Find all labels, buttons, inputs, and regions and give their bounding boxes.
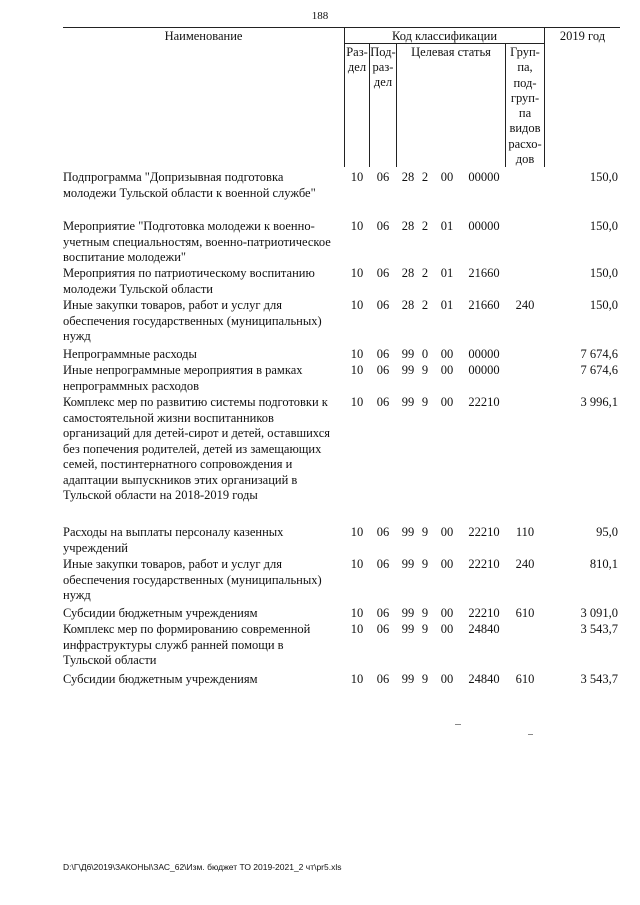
cell-razdel: 10 [350,557,364,571]
header-razdel-line: дел [347,60,367,74]
row-name-line: Тульской области [63,653,157,667]
cell-subprogram: 9 [421,395,429,409]
cell-subprogram: 9 [421,606,429,620]
cell-main-event: 00 [440,395,454,409]
header-podrazdel-line: раз- [372,60,394,74]
header-group-line: дов [515,152,535,167]
header-group-line: па [518,106,532,121]
cell-main-event: 00 [440,170,454,184]
header-group-line: Груп- [510,45,540,59]
cell-subprogram: 2 [421,266,429,280]
row-name-line: без попечения родителей, детей из замещающих [63,441,322,456]
cell-direction: 00000 [468,363,500,377]
row-name [63,363,345,394]
row-name-line: Иные закупки товаров, работ и услуг для [63,298,283,312]
cell-amount: 7 674,6 [580,363,618,377]
row-name-line: Расходы на выплаты персоналу казенных [63,525,284,539]
cell-direction: 22210 [468,395,500,409]
cell-razdel: 10 [350,606,364,620]
header-top-line [63,27,620,28]
cell-program: 99 [401,672,415,686]
cell-direction: 00000 [468,170,500,184]
row-name-line: адаптации выпускников этих организаций в [63,472,298,487]
cell-podrazdel: 06 [376,298,390,312]
header-podrazdel-line: дел [373,75,393,89]
page-number: 188 [311,10,329,22]
cell-direction: 00000 [468,347,500,361]
cell-amount: 150,0 [589,219,618,233]
row-name-line: нужд [63,329,91,343]
row-name [63,557,345,604]
cell-razdel: 10 [350,170,364,184]
cell-razdel: 10 [350,219,364,233]
row-name [63,525,345,556]
cell-subprogram: 9 [421,557,429,571]
header-target: Целевая статья [411,45,491,59]
row-name [63,298,345,345]
cell-podrazdel: 06 [376,170,390,184]
header-podrazdel-line: Под- [370,45,396,59]
cell-razdel: 10 [350,347,364,361]
cell-subprogram: 9 [421,622,429,636]
cell-main-event: 00 [440,347,454,361]
cell-amount: 3 996,1 [580,395,618,409]
cell-subprogram: 9 [421,672,429,686]
row-name-line: Подпрограмма "Допризывная подготовка [63,170,284,184]
cell-razdel: 10 [350,363,364,377]
row-name-line: самостоятельной жизни воспитанников [63,410,274,425]
header-razdel-line: Раз- [346,45,368,59]
cell-program: 99 [401,557,415,571]
header-group [506,45,544,167]
cell-direction: 22210 [468,557,500,571]
cell-podrazdel: 06 [376,266,390,280]
cell-program: 28 [401,266,415,280]
cell-subprogram: 2 [421,170,429,184]
row-name-line: воспитание молодежи" [63,250,186,264]
row-name [63,219,345,266]
row-name-line: инфраструктуры служб ранней помощи в [63,637,284,652]
cell-direction: 24840 [468,672,500,686]
cell-main-event: 00 [440,606,454,620]
cell-main-event: 00 [440,672,454,686]
cell-subprogram: 0 [421,347,429,361]
row-name [63,347,345,363]
cell-group: 240 [515,298,535,312]
row-name-line: учетным специальностям, военно-патриотическое [63,234,331,249]
cell-program: 28 [401,219,415,233]
cell-podrazdel: 06 [376,219,390,233]
row-name-line: Субсидии бюджетным учреждениям [63,672,258,686]
header-group-line: груп- [510,90,540,105]
cell-program: 28 [401,298,415,312]
row-name-line: Субсидии бюджетным учреждениям [63,606,258,620]
cell-program: 99 [401,363,415,377]
header-group-line: расхо- [508,136,542,151]
header-group-line: видов [509,121,541,136]
cell-razdel: 10 [350,298,364,312]
row-name-line: нужд [63,588,91,602]
row-name-line: молодежи Тульской области [63,281,213,296]
header-vline [544,27,545,167]
header-classification: Код классификации [391,29,498,43]
header-name: Наименование [164,29,243,43]
header-razdel [345,45,369,75]
cell-amount: 810,1 [589,557,618,571]
cell-main-event: 01 [440,219,454,233]
cell-main-event: 00 [440,622,454,636]
cell-podrazdel: 06 [376,557,390,571]
cell-podrazdel: 06 [376,395,390,409]
row-name [63,672,345,688]
cell-amount: 95,0 [596,525,618,539]
header-year: 2019 год [559,29,606,43]
cell-razdel: 10 [350,395,364,409]
cell-main-event: 00 [440,525,454,539]
cell-direction: 22210 [468,525,500,539]
cell-group: 240 [515,557,535,571]
cell-subprogram: 2 [421,219,429,233]
cell-main-event: 00 [440,363,454,377]
cell-podrazdel: 06 [376,525,390,539]
cell-amount: 150,0 [589,170,618,184]
cell-group: 110 [515,525,535,539]
cell-amount: 3 091,0 [580,606,618,620]
row-name-line: учреждений [63,540,128,555]
scan-mark [528,734,533,735]
row-name [63,395,345,504]
cell-main-event: 01 [440,298,454,312]
cell-main-event: 00 [440,557,454,571]
cell-subprogram: 9 [421,525,429,539]
cell-podrazdel: 06 [376,672,390,686]
cell-program: 99 [401,525,415,539]
row-name [63,170,345,201]
row-name [63,266,345,297]
row-name-line: Иные закупки товаров, работ и услуг для [63,557,283,571]
cell-group: 610 [515,672,535,686]
header-group-line: па, [517,60,533,75]
row-name-line: Непрограммные расходы [63,347,197,361]
file-path-footer: D:\Г\Д6\2019\ЗАКОНЫ\ЗАС_62\Изм. бюджет ТО 2019-2021_2 чт\pr5.xls [63,862,342,872]
cell-program: 28 [401,170,415,184]
cell-podrazdel: 06 [376,622,390,636]
scan-mark [455,724,461,725]
cell-direction: 22210 [468,606,500,620]
header-group-line: под- [513,75,537,90]
cell-amount: 150,0 [589,298,618,312]
row-name-line: непрограммных расходов [63,378,199,393]
row-name-line: Мероприятия по патриотическому воспитанию [63,266,315,280]
row-name-line: молодежи Тульской области к военной службе" [63,185,316,200]
cell-direction: 00000 [468,219,500,233]
row-name [63,622,345,669]
row-name-line: семей, постинтернатного сопровождения и [63,457,293,471]
cell-direction: 24840 [468,622,500,636]
row-name-line: обеспечения государственных (муниципальных) [63,572,322,587]
cell-razdel: 10 [350,525,364,539]
row-name-line: Иные непрограммные мероприятия в рамках [63,363,303,377]
cell-program: 99 [401,395,415,409]
cell-amount: 150,0 [589,266,618,280]
cell-amount: 3 543,7 [580,672,618,686]
row-name-line: Мероприятие "Подготовка молодежи к военно- [63,219,315,233]
row-name [63,606,345,622]
cell-main-event: 01 [440,266,454,280]
cell-podrazdel: 06 [376,347,390,361]
cell-direction: 21660 [468,298,500,312]
cell-amount: 3 543,7 [580,622,618,636]
cell-program: 99 [401,622,415,636]
row-name-line: организаций для детей-сирот и детей, оставшихся [63,426,330,440]
cell-razdel: 10 [350,672,364,686]
row-name-line: Тульской области на 2018-2019 годы [63,488,258,502]
cell-program: 99 [401,347,415,361]
cell-podrazdel: 06 [376,363,390,377]
cell-podrazdel: 06 [376,606,390,620]
cell-direction: 21660 [468,266,500,280]
cell-group: 610 [515,606,535,620]
cell-amount: 7 674,6 [580,347,618,361]
row-name-line: Комплекс мер по развитию системы подготовки к [63,395,328,409]
cell-razdel: 10 [350,622,364,636]
row-name-line: обеспечения государственных (муниципальных) [63,313,322,328]
cell-program: 99 [401,606,415,620]
header-vline [396,43,397,167]
row-name-line: Комплекс мер по формированию современной [63,622,311,636]
cell-razdel: 10 [350,266,364,280]
cell-subprogram: 2 [421,298,429,312]
header-podrazdel [370,45,396,90]
cell-subprogram: 9 [421,363,429,377]
